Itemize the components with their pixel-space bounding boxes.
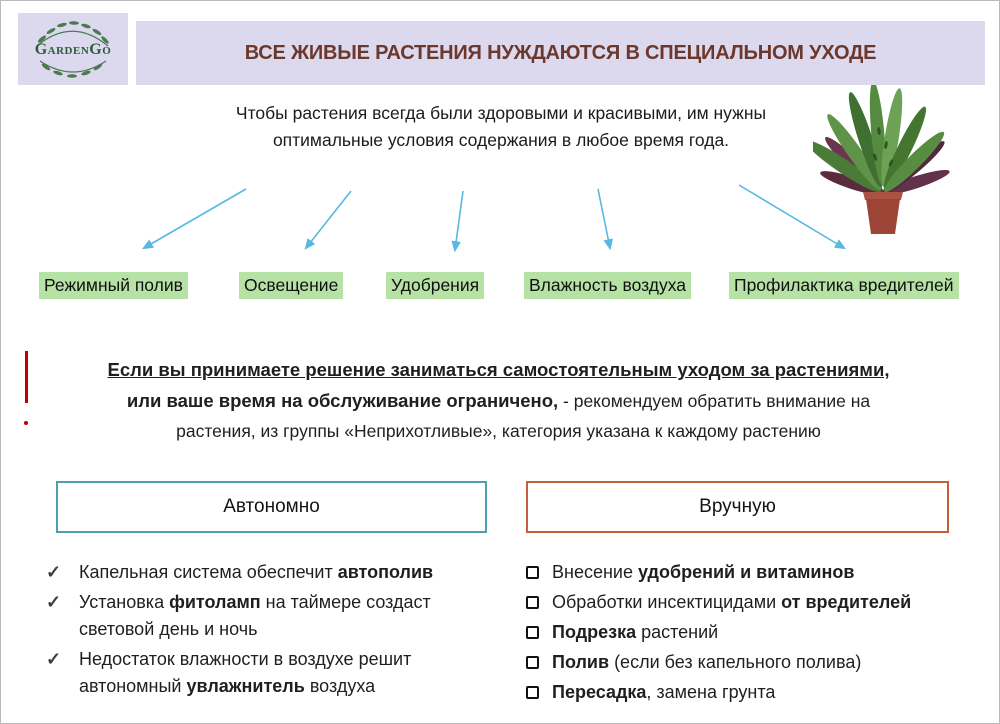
list-item-text: Недостаток влажности в воздухе решит автономный увлажнитель воздуха: [79, 649, 412, 696]
care-note-line: растения, из группы «Неприхотливые», категория указана к каждому растению: [176, 421, 821, 441]
accent-dot: [24, 421, 28, 425]
checkmark-icon: ✓: [46, 592, 62, 612]
list-item: [46, 646, 476, 700]
accent-bar: [25, 351, 28, 403]
care-note-line: Если вы принимаете решение заниматься самостоятельным уходом за растениями,: [107, 359, 890, 380]
checkbox-icon: [526, 566, 539, 579]
care-note-line: или ваше время на обслуживание ограничено, - рекомендуем обратить внимание на: [126, 390, 871, 411]
list-item-text: Пересадка, замена грунта: [552, 682, 776, 702]
aspect-label-lighting: Освещение: [239, 272, 343, 299]
aspect-label-fertilizer: Удобрения: [386, 272, 484, 299]
list-item: [526, 619, 956, 646]
care-note: [41, 355, 956, 446]
intro-line: оптимальные условия содержания в любое время года.: [272, 130, 730, 150]
aspect-label-humidity: Влажность воздуха: [524, 272, 691, 299]
list-item-text: Внесение удобрений и витаминов: [552, 562, 855, 582]
checkmark-icon: ✓: [46, 562, 62, 582]
list-item: [526, 559, 956, 586]
page-title: ВСЕ ЖИВЫЕ РАСТЕНИЯ НУЖДАЮТСЯ В СПЕЦИАЛЬНОМ УХОДЕ: [136, 21, 985, 85]
manual-list: [526, 559, 956, 709]
list-item-text: Полив (если без капельного полива): [552, 652, 862, 672]
list-item-text: Капельная система обеспечит автополив: [79, 562, 434, 582]
list-item-text: Подрезка растений: [552, 622, 719, 642]
list-item: [46, 559, 476, 586]
checkbox-icon: [526, 686, 539, 699]
list-item: [526, 649, 956, 676]
intro-text: [151, 100, 851, 154]
checkbox-icon: [526, 626, 539, 639]
list-item-text: Установка фитоламп на таймере создаст световой день и ночь: [79, 592, 431, 639]
brand-name: GardenGo: [34, 41, 112, 58]
checkbox-icon: [526, 596, 539, 609]
column-header-manual: Вручную: [526, 481, 949, 533]
brand-logo: [18, 13, 128, 85]
aspect-label-pests: Профилактика вредителей: [729, 272, 959, 299]
column-header-autonomous: Автономно: [56, 481, 487, 533]
list-item: [526, 589, 956, 616]
checkmark-icon: ✓: [46, 649, 62, 669]
fan-arrows-icon: [1, 171, 1000, 261]
checkbox-icon: [526, 656, 539, 669]
list-item: [46, 589, 476, 643]
aspect-label-watering: Режимный полив: [39, 272, 188, 299]
intro-line: Чтобы растения всегда были здоровыми и красивыми, им нужны: [235, 103, 767, 123]
autonomous-list: [46, 559, 476, 703]
list-item: [526, 679, 956, 706]
list-item-text: Обработки инсектицидами от вредителей: [552, 592, 912, 612]
